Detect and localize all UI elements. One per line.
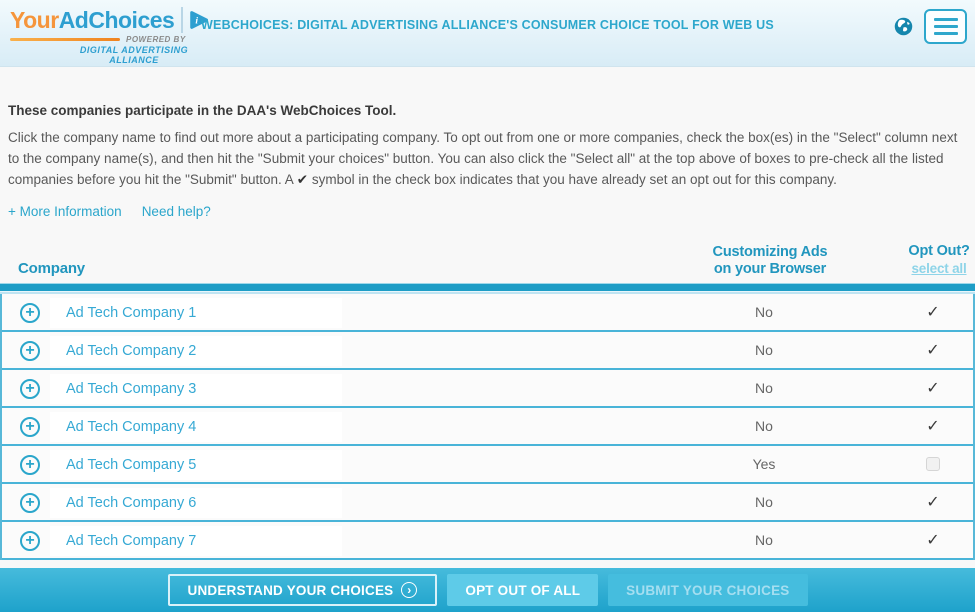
- logo-adchoices: AdChoices: [58, 6, 175, 33]
- customizing-value: No: [755, 417, 773, 434]
- company-name[interactable]: Ad Tech Company 6: [66, 494, 197, 511]
- table-header-divider-bar: [0, 283, 975, 291]
- intro-heading: These companies participate in the DAA's WebChoices Tool.: [8, 103, 397, 118]
- company-column-header: Company: [18, 259, 85, 277]
- opt-out-column-header: [904, 243, 974, 279]
- expand-plus-icon[interactable]: +: [20, 455, 40, 475]
- opt-out-cell: [898, 294, 968, 330]
- opt-out-cell: [898, 408, 968, 444]
- table-row: [2, 370, 973, 408]
- customizing-value: No: [755, 531, 773, 548]
- customizing-value: Yes: [752, 455, 776, 472]
- opt-out-of-all-button[interactable]: OPT OUT OF ALL: [447, 574, 598, 606]
- logo-orange-rule: [10, 38, 120, 41]
- opted-out-checkmark: ✓: [926, 379, 940, 397]
- header: [0, 0, 975, 67]
- company-name[interactable]: Ad Tech Company 2: [66, 342, 197, 359]
- table-row: [2, 484, 973, 522]
- opt-out-cell: [898, 370, 968, 406]
- customizing-ads-column-header: [700, 244, 840, 279]
- table-row: [2, 332, 973, 370]
- table-row: [2, 446, 973, 484]
- customizing-line2: on your Browser: [713, 261, 827, 278]
- logo-your: Your: [10, 6, 59, 33]
- company-name[interactable]: Ad Tech Company 1: [66, 304, 197, 321]
- table-header: [8, 231, 970, 283]
- submit-your-choices-button[interactable]: SUBMIT YOUR CHOICES: [608, 574, 807, 606]
- youradchoices-logo[interactable]: [10, 6, 210, 65]
- footer-action-bar: [0, 568, 975, 612]
- company-name-strip: [50, 412, 342, 442]
- intro-text-1: Click the company name to find out more about a participating company. To opt out from one or more companies, check the box(es) in the "Select" column next to the company name(s), and then hit the "Submit your choices" button. You can also click the "Select all" at the top above of boxes to pre-check all the listed companies before you hit the "Submit" button. A: [8, 130, 958, 187]
- company-name[interactable]: Ad Tech Company 7: [66, 532, 197, 549]
- understand-your-choices-button[interactable]: [168, 574, 438, 606]
- logo-divider: [181, 7, 182, 33]
- intro-text-2: symbol in the check box indicates that you have already set an opt out for this company.: [308, 171, 837, 187]
- expand-plus-icon[interactable]: +: [20, 303, 40, 323]
- select-all-link[interactable]: select all: [911, 261, 967, 277]
- company-name-strip: [50, 488, 342, 518]
- check-symbol: ✔: [296, 171, 309, 187]
- logo-wordmark: [10, 7, 174, 34]
- hamburger-bar: [934, 32, 958, 35]
- opted-out-checkmark: ✓: [926, 341, 940, 359]
- expand-plus-icon[interactable]: +: [20, 341, 40, 361]
- opt-out-checkbox[interactable]: [926, 457, 940, 471]
- table-row: [2, 522, 973, 560]
- table-row: [2, 408, 973, 446]
- company-name[interactable]: Ad Tech Company 4: [66, 418, 197, 435]
- company-name[interactable]: Ad Tech Company 3: [66, 380, 197, 397]
- table-row: [2, 294, 973, 332]
- opt-out-cell: [898, 332, 968, 368]
- expand-plus-icon[interactable]: +: [20, 417, 40, 437]
- daa-label: DIGITAL ADVERTISING ALLIANCE: [79, 45, 189, 65]
- page-title: WEBCHOICES: DIGITAL ADVERTISING ALLIANCE'S CONSUMER CHOICE TOOL FOR WEB US: [201, 18, 774, 32]
- opt-out-cell: [898, 484, 968, 520]
- svg-text:i: i: [195, 15, 198, 27]
- company-name[interactable]: Ad Tech Company 5: [66, 456, 197, 473]
- customizing-value: No: [755, 303, 773, 320]
- chevron-right-circle-icon: ›: [401, 582, 417, 598]
- hamburger-bar: [934, 25, 958, 28]
- expand-plus-icon[interactable]: +: [20, 379, 40, 399]
- opted-out-checkmark: ✓: [926, 531, 940, 549]
- customizing-value: No: [755, 493, 773, 510]
- understand-your-choices-label: UNDERSTAND YOUR CHOICES: [187, 582, 394, 598]
- opted-out-checkmark: ✓: [926, 493, 940, 511]
- company-name-strip: [50, 336, 342, 366]
- customizing-value: No: [755, 379, 773, 396]
- need-help-link[interactable]: Need help?: [141, 203, 211, 219]
- globe-language-icon[interactable]: [893, 16, 914, 37]
- opt-out-label: Opt Out?: [908, 242, 970, 259]
- opt-out-cell: [898, 522, 968, 558]
- opt-out-cell: [898, 446, 968, 482]
- customizing-line1: Customizing Ads: [712, 243, 828, 260]
- company-name-strip: [50, 298, 342, 328]
- company-name-strip: [50, 450, 342, 480]
- company-table: [0, 294, 975, 560]
- hamburger-bar: [934, 18, 958, 21]
- opted-out-checkmark: ✓: [926, 417, 940, 435]
- powered-by-label: POWERED BY: [126, 35, 186, 44]
- main-content: [0, 103, 975, 560]
- more-information-link[interactable]: + More Information: [8, 203, 122, 219]
- intro-paragraph: [8, 128, 967, 191]
- hamburger-menu-button[interactable]: [924, 9, 967, 44]
- company-name-strip: [50, 526, 342, 556]
- company-name-strip: [50, 374, 342, 404]
- customizing-value: No: [755, 341, 773, 358]
- expand-plus-icon[interactable]: +: [20, 531, 40, 551]
- expand-plus-icon[interactable]: +: [20, 493, 40, 513]
- opted-out-checkmark: ✓: [926, 303, 940, 321]
